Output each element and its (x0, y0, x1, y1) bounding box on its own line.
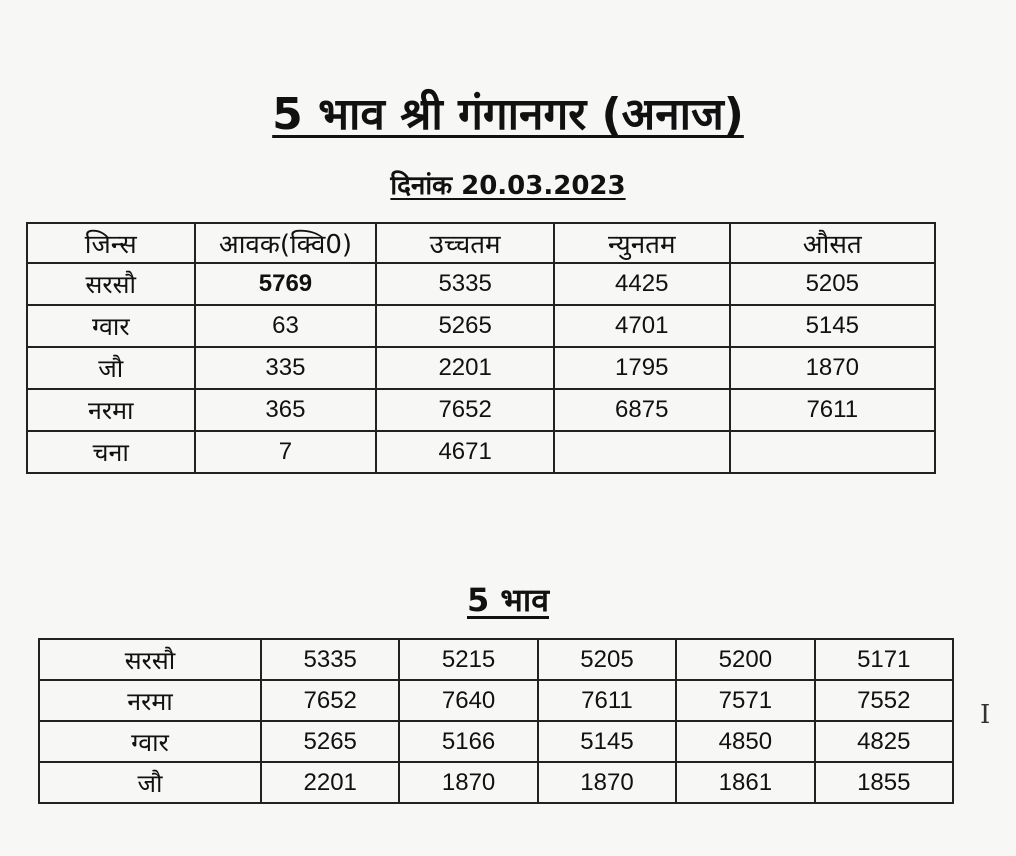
arrival-cell: 365 (195, 389, 377, 431)
table-row (27, 389, 935, 431)
header-highest: उच्चतम (376, 223, 554, 263)
lowest-cell (554, 431, 730, 473)
rate-cell: 4825 (815, 721, 953, 762)
rate-cell: 7640 (399, 680, 537, 721)
rate-cell: 5205 (538, 639, 676, 680)
lowest-cell: 6875 (554, 389, 730, 431)
commodity-cell: ग्वार (39, 721, 261, 762)
rate-cell: 5265 (261, 721, 399, 762)
table-row (39, 639, 953, 680)
rate-cell: 5166 (399, 721, 537, 762)
highest-cell: 4671 (376, 431, 554, 473)
table-row (27, 347, 935, 389)
lowest-cell: 4701 (554, 305, 730, 347)
lowest-cell: 4425 (554, 263, 730, 305)
text-cursor-icon: I (980, 700, 991, 730)
arrival-cell: 5769 (195, 263, 377, 305)
table-row (39, 680, 953, 721)
date-line: दिनांक 20.03.2023 (390, 171, 626, 201)
rate-cell: 1855 (815, 762, 953, 803)
commodity-cell: नरमा (27, 389, 195, 431)
table-row (39, 762, 953, 803)
rate-cell: 7611 (538, 680, 676, 721)
section-heading: 5 भाव (467, 581, 549, 619)
highest-cell: 2201 (376, 347, 554, 389)
rate-cell: 5200 (676, 639, 814, 680)
commodity-cell: चना (27, 431, 195, 473)
rate-cell: 7571 (676, 680, 814, 721)
rate-cell: 7552 (815, 680, 953, 721)
highest-cell: 5265 (376, 305, 554, 347)
average-cell (730, 431, 935, 473)
rate-cell: 4850 (676, 721, 814, 762)
table-row (39, 721, 953, 762)
rate-cell: 1870 (538, 762, 676, 803)
five-rates-table (38, 638, 954, 804)
lowest-cell: 1795 (554, 347, 730, 389)
header-commodity: जिन्स (27, 223, 195, 263)
rate-cell: 5335 (261, 639, 399, 680)
header-lowest: न्युनतम (554, 223, 730, 263)
commodity-cell: नरमा (39, 680, 261, 721)
rates-table (26, 222, 936, 474)
page-title: 5 भाव श्री गंगानगर (अनाज) (272, 89, 744, 140)
average-cell: 1870 (730, 347, 935, 389)
header-average: औसत (730, 223, 935, 263)
average-cell: 5145 (730, 305, 935, 347)
rate-cell: 1870 (399, 762, 537, 803)
commodity-cell: ग्वार (27, 305, 195, 347)
rate-cell: 5215 (399, 639, 537, 680)
commodity-cell: सरसौ (27, 263, 195, 305)
highest-cell: 7652 (376, 389, 554, 431)
commodity-cell: सरसौ (39, 639, 261, 680)
rate-cell: 5145 (538, 721, 676, 762)
arrival-cell: 63 (195, 305, 377, 347)
rate-cell: 1861 (676, 762, 814, 803)
header-arrival: आवक(क्वि0) (195, 223, 377, 263)
average-cell: 5205 (730, 263, 935, 305)
rate-cell: 7652 (261, 680, 399, 721)
table-row (27, 263, 935, 305)
table-row (27, 305, 935, 347)
rate-cell: 2201 (261, 762, 399, 803)
average-cell: 7611 (730, 389, 935, 431)
table-header-row (27, 223, 935, 263)
table-row (27, 431, 935, 473)
commodity-cell: जौ (39, 762, 261, 803)
commodity-cell: जौ (27, 347, 195, 389)
rate-cell: 5171 (815, 639, 953, 680)
arrival-cell: 335 (195, 347, 377, 389)
highest-cell: 5335 (376, 263, 554, 305)
arrival-cell: 7 (195, 431, 377, 473)
